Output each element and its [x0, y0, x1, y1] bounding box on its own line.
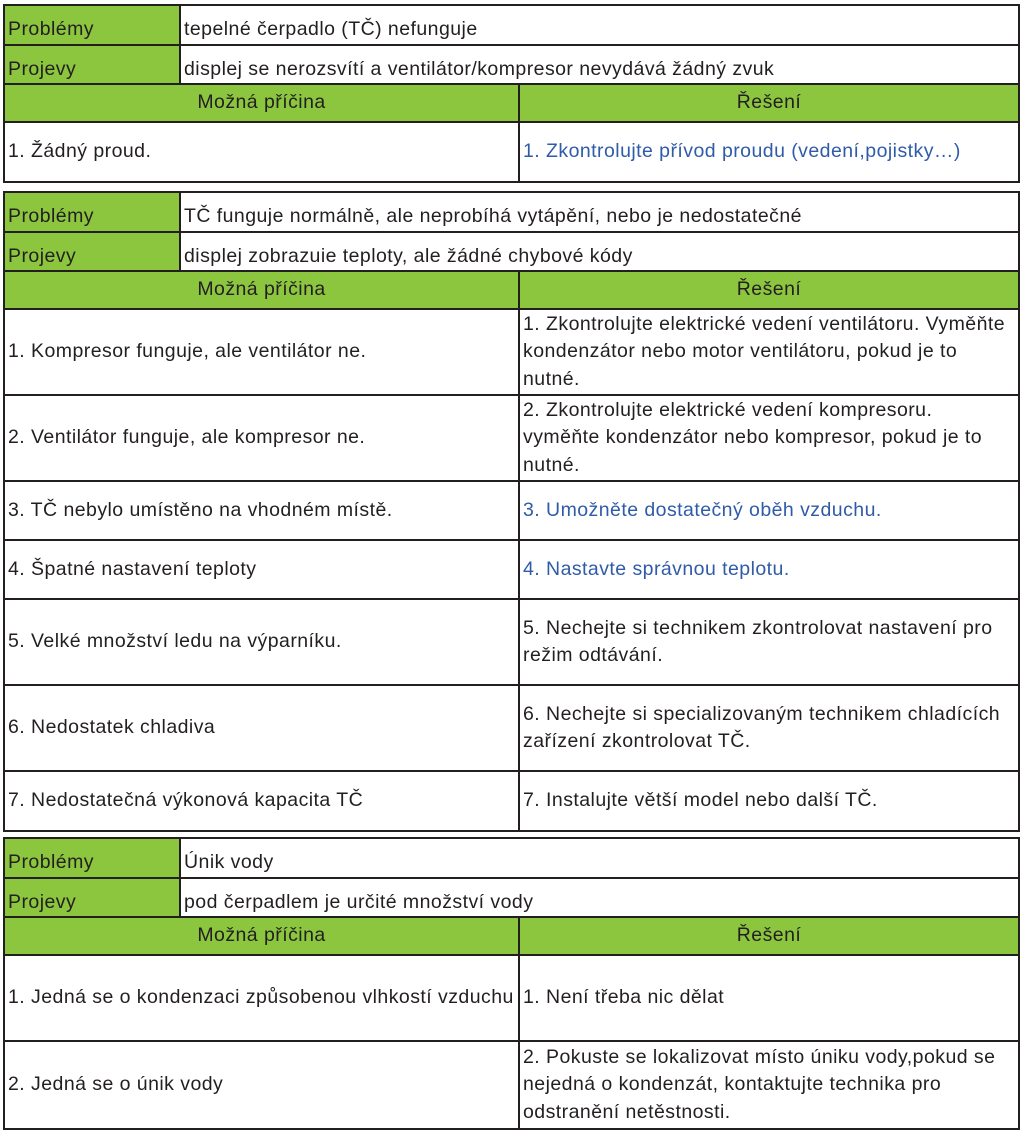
troubleshooting-table-3 — [3, 837, 1020, 1130]
cause-cell: 5. Velké množství ledu na výparníku. — [5, 600, 520, 684]
cause-cell: 2. Ventilátor funguje, ale kompresor ne. — [5, 396, 520, 480]
table-row — [5, 600, 1018, 686]
cause-cell: 3. TČ nebylo umístěno na vhodném místě. — [5, 482, 520, 539]
solution-cell: 7. Instalujte větší model nebo další TČ. — [523, 789, 878, 812]
solution-cell: 1. Zkontrolujte elektrické vedení ventilátoru. Vyměňte kondenzátor nebo motor ventilátoru, pokud je to nutné. — [523, 312, 1006, 390]
problem-label: Problémy — [5, 6, 181, 44]
troubleshooting-table-1 — [3, 4, 1020, 183]
solution-cell: 1. Není třeba nic dělat — [523, 986, 725, 1009]
table-row — [5, 310, 1018, 396]
cause-header: Možná příčina — [5, 918, 520, 954]
troubleshooting-table-2 — [3, 191, 1020, 832]
solution-cell: 1. Zkontrolujte přívod proudu (vedení,pojistky…) — [523, 140, 961, 163]
solution-cell: 2. Zkontrolujte elektrické vedení kompresoru. vyměňte kondenzátor nebo kompresor, pokud je to nutné. — [523, 398, 983, 476]
cause-header: Možná příčina — [5, 85, 520, 121]
solution-cell: 3. Umožněte dostatečný oběh vzduchu. — [523, 498, 882, 521]
symptom-label: Projevy — [5, 879, 181, 916]
problem-row — [5, 839, 1018, 879]
problem-label: Problémy — [5, 839, 181, 877]
problem-text: Únik vody — [184, 851, 274, 874]
table-row — [5, 123, 1018, 181]
symptom-label: Projevy — [5, 46, 181, 83]
symptom-row — [5, 46, 1018, 85]
symptom-row — [5, 879, 1018, 918]
solution-cell: 2. Pokuste se lokalizovat místo úniku vody,pokud se nejedná o kondenzát, kontaktujte technika pro odstranění netěstnosti. — [523, 1045, 996, 1123]
column-header-row — [5, 272, 1018, 310]
cause-cell: 4. Špatné nastavení teploty — [5, 541, 520, 598]
problem-row — [5, 193, 1018, 233]
problem-row — [5, 6, 1018, 46]
solution-cell: 6. Nechejte si specializovaným technikem chladících zařízení zkontrolovat TČ. — [523, 702, 1001, 752]
column-header-row — [5, 918, 1018, 956]
problem-label: Problémy — [5, 193, 181, 231]
symptom-row — [5, 233, 1018, 272]
solution-header: Řešení — [736, 924, 802, 947]
table-row — [5, 772, 1018, 830]
table-row — [5, 1042, 1018, 1128]
table-row — [5, 396, 1018, 482]
cause-cell: 1. Jedná se o kondenzaci způsobenou vlhkostí vzduchu — [5, 956, 520, 1040]
symptom-text: displej se nerozsvítí a ventilátor/kompresor nevydává žádný zvuk — [184, 57, 775, 80]
table-row — [5, 686, 1018, 772]
solution-cell: 4. Nastavte správnou teplotu. — [523, 557, 790, 580]
symptom-text: displej zobrazuie teploty, ale žádné chybové kódy — [184, 244, 633, 267]
table-row — [5, 541, 1018, 600]
problem-text: tepelné čerpadlo (TČ) nefunguje — [184, 18, 478, 41]
solution-cell: 5. Nechejte si technikem zkontrolovat nastavení pro režim odtávání. — [523, 616, 993, 666]
problem-text: TČ funguje normálně, ale neprobíhá vytápění, nebo je nedostatečné — [184, 205, 802, 228]
cause-cell: 2. Jedná se o únik vody — [5, 1042, 520, 1128]
table-row — [5, 956, 1018, 1042]
cause-header: Možná příčina — [5, 272, 520, 308]
cause-cell: 1. Kompresor funguje, ale ventilátor ne. — [5, 310, 520, 394]
solution-header: Řešení — [736, 91, 802, 114]
solution-header: Řešení — [736, 278, 802, 301]
cause-cell: 7. Nedostatečná výkonová kapacita TČ — [5, 772, 520, 830]
cause-cell: 6. Nedostatek chladiva — [5, 686, 520, 770]
cause-cell: 1. Žádný proud. — [5, 123, 520, 181]
symptom-label: Projevy — [5, 233, 181, 270]
table-row — [5, 482, 1018, 541]
column-header-row — [5, 85, 1018, 123]
symptom-text: pod čerpadlem je určité množství vody — [184, 890, 534, 913]
